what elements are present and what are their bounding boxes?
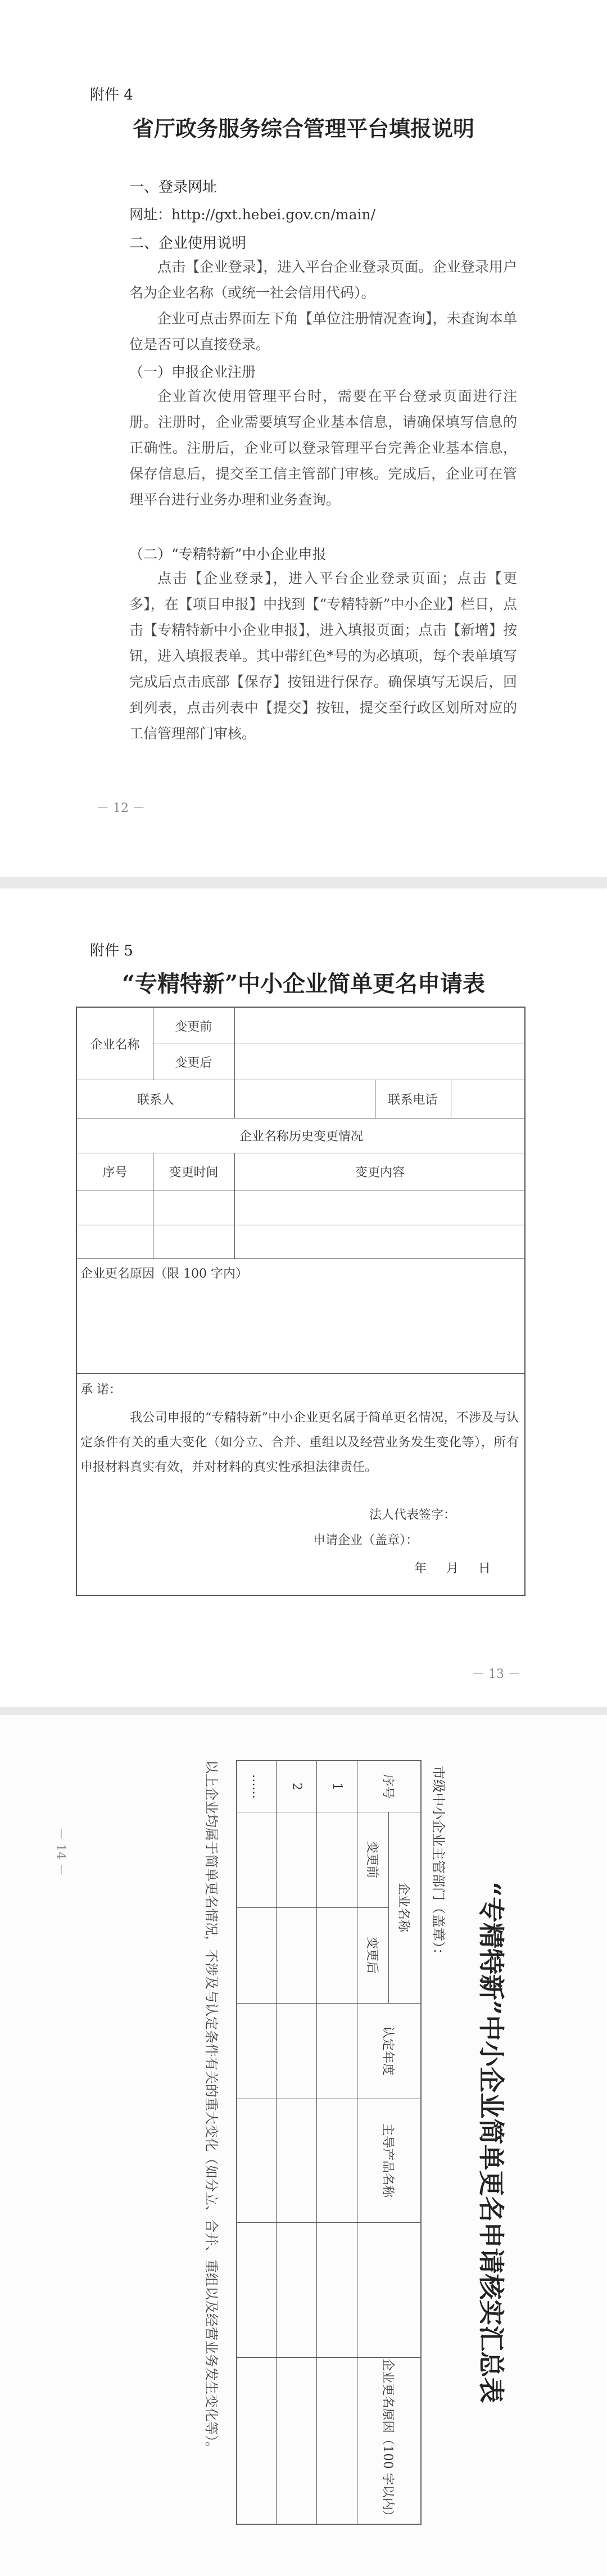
table-row-number: …… <box>250 1774 264 1799</box>
dept-label: 市级中小企业主管部门（盖章）： <box>431 1766 446 1961</box>
phone-label: 联系电话 <box>388 1093 438 1107</box>
reason-label: 企业更名原因（限 100 字内） <box>80 1267 248 1281</box>
history-heading: 企业名称历史变更情况 <box>239 1129 363 1144</box>
url-link[interactable]: http://gxt.hebei.gov.cn/main/ <box>171 206 376 223</box>
phone-field[interactable] <box>451 1080 526 1118</box>
contact-label: 联系人 <box>137 1093 174 1107</box>
attachment-label: 附件 5 <box>90 942 133 959</box>
before-label: 变更前 <box>175 1019 212 1034</box>
form-title: “专精特新”中小企业简单更名申请表 <box>121 971 485 997</box>
col-product-header: 主导产品名称 <box>380 2123 395 2198</box>
page-13 <box>0 888 607 1707</box>
col-reason-header: 企业更名原因（100 字以内） <box>380 2358 395 2523</box>
url-label: 网址： <box>129 206 172 223</box>
page-14 <box>0 1715 607 2576</box>
company-name-label: 企业名称 <box>90 1037 140 1052</box>
page-number: － 12 － <box>97 801 145 815</box>
contact-field[interactable] <box>234 1080 375 1118</box>
attachment-label: 附件 4 <box>90 87 133 103</box>
page-number: － 14 － <box>53 1828 67 1876</box>
section-heading: 二、企业使用说明 <box>129 235 247 252</box>
rotated-summary-sheet <box>96 1760 511 2525</box>
applicant-label: 申请企业（盖章）： <box>313 1533 419 1548</box>
col-before-header: 变更前 <box>365 1840 379 1878</box>
table-row-number: 2 <box>289 1783 304 1790</box>
summary-note: 以上企业均属于简单更名情况，不涉及与认定条件有关的重大变化（如分立、合并、重组以及经营业务发生变化等）。 <box>203 1760 219 2455</box>
name-after-field[interactable] <box>234 1044 526 1080</box>
date-line: 年 月 日 <box>414 1562 491 1576</box>
section-heading: 一、登录网址 <box>129 179 218 196</box>
page-12 <box>0 0 607 877</box>
summary-title: “专精特新”中小企业简单更名申请核实汇总表 <box>476 1882 506 2403</box>
col-no-header: 序号 <box>380 1774 395 1799</box>
sub-heading: （二）“专精特新”中小企业申报 <box>129 546 327 562</box>
paragraph: 点击【企业登录】，进入平台企业登录页面；点击【更多】，在【项目申报】中找到【“专精特新”中小企业】栏目，点击【专精特新中小企业申报】，进入填报页面；点击【新增】按钮，进入填报表单。其中带红色*号的为必填项，每个表单填写完成后点击底部【保存】按钮进行保存。确保填写无误后，回到列表，点击列表中【提交】按钮，提交至行政区划所对应的工信管理部门审核。 <box>129 570 517 742</box>
name-before-field[interactable] <box>234 1008 526 1044</box>
promise-label: 承 诺： <box>80 1383 121 1397</box>
signer-label: 法人代表签字： <box>369 1508 456 1522</box>
promise-text: 我公司申报的“专精特新”中小企业更名属于简单更名情况，不涉及与认定条件有关的重大变化（如分立、合并、重组以及经营业务发生变化等），所有申报材料真实有效，并对材料的真实性承担法律责任。 <box>80 1411 519 1474</box>
col-company-header: 企业名称 <box>396 1882 411 1932</box>
summary-table <box>236 1760 422 2525</box>
paragraph: 企业首次使用管理平台时，需要在平台登录页面进行注册。注册时，企业需要填写企业基本信息，请确保填写信息的正确性。注册后，企业可以登录管理平台完善企业基本信息，保存信息后，提交至工信主管部门审核。完成后，企业可在管理平台进行业务办理和业务查询。 <box>129 388 517 508</box>
after-label: 变更后 <box>175 1055 212 1070</box>
col-content-header: 变更内容 <box>355 1165 405 1180</box>
page-number: － 13 － <box>472 1667 520 1681</box>
application-form-table <box>76 1007 526 1596</box>
table-row-number: 1 <box>330 1783 345 1790</box>
col-year-header: 认定年度 <box>380 2025 395 2076</box>
sub-heading: （一）申报企业注册 <box>129 364 256 380</box>
col-no-header: 序号 <box>102 1165 128 1180</box>
col-after-header: 变更后 <box>365 1936 379 1974</box>
col-time-header: 变更时间 <box>169 1165 219 1180</box>
page-title: 省厅政务服务综合管理平台填报说明 <box>132 116 474 141</box>
paragraph: 企业可点击界面左下角【单位注册情况查询】，未查询本单位是否可以直接登录。 <box>129 310 517 353</box>
url-line <box>129 204 375 224</box>
paragraph: 点击【企业登录】，进入平台企业登录页面。企业登录用户名为企业名称（或统一社会信用代码）。 <box>129 259 517 301</box>
